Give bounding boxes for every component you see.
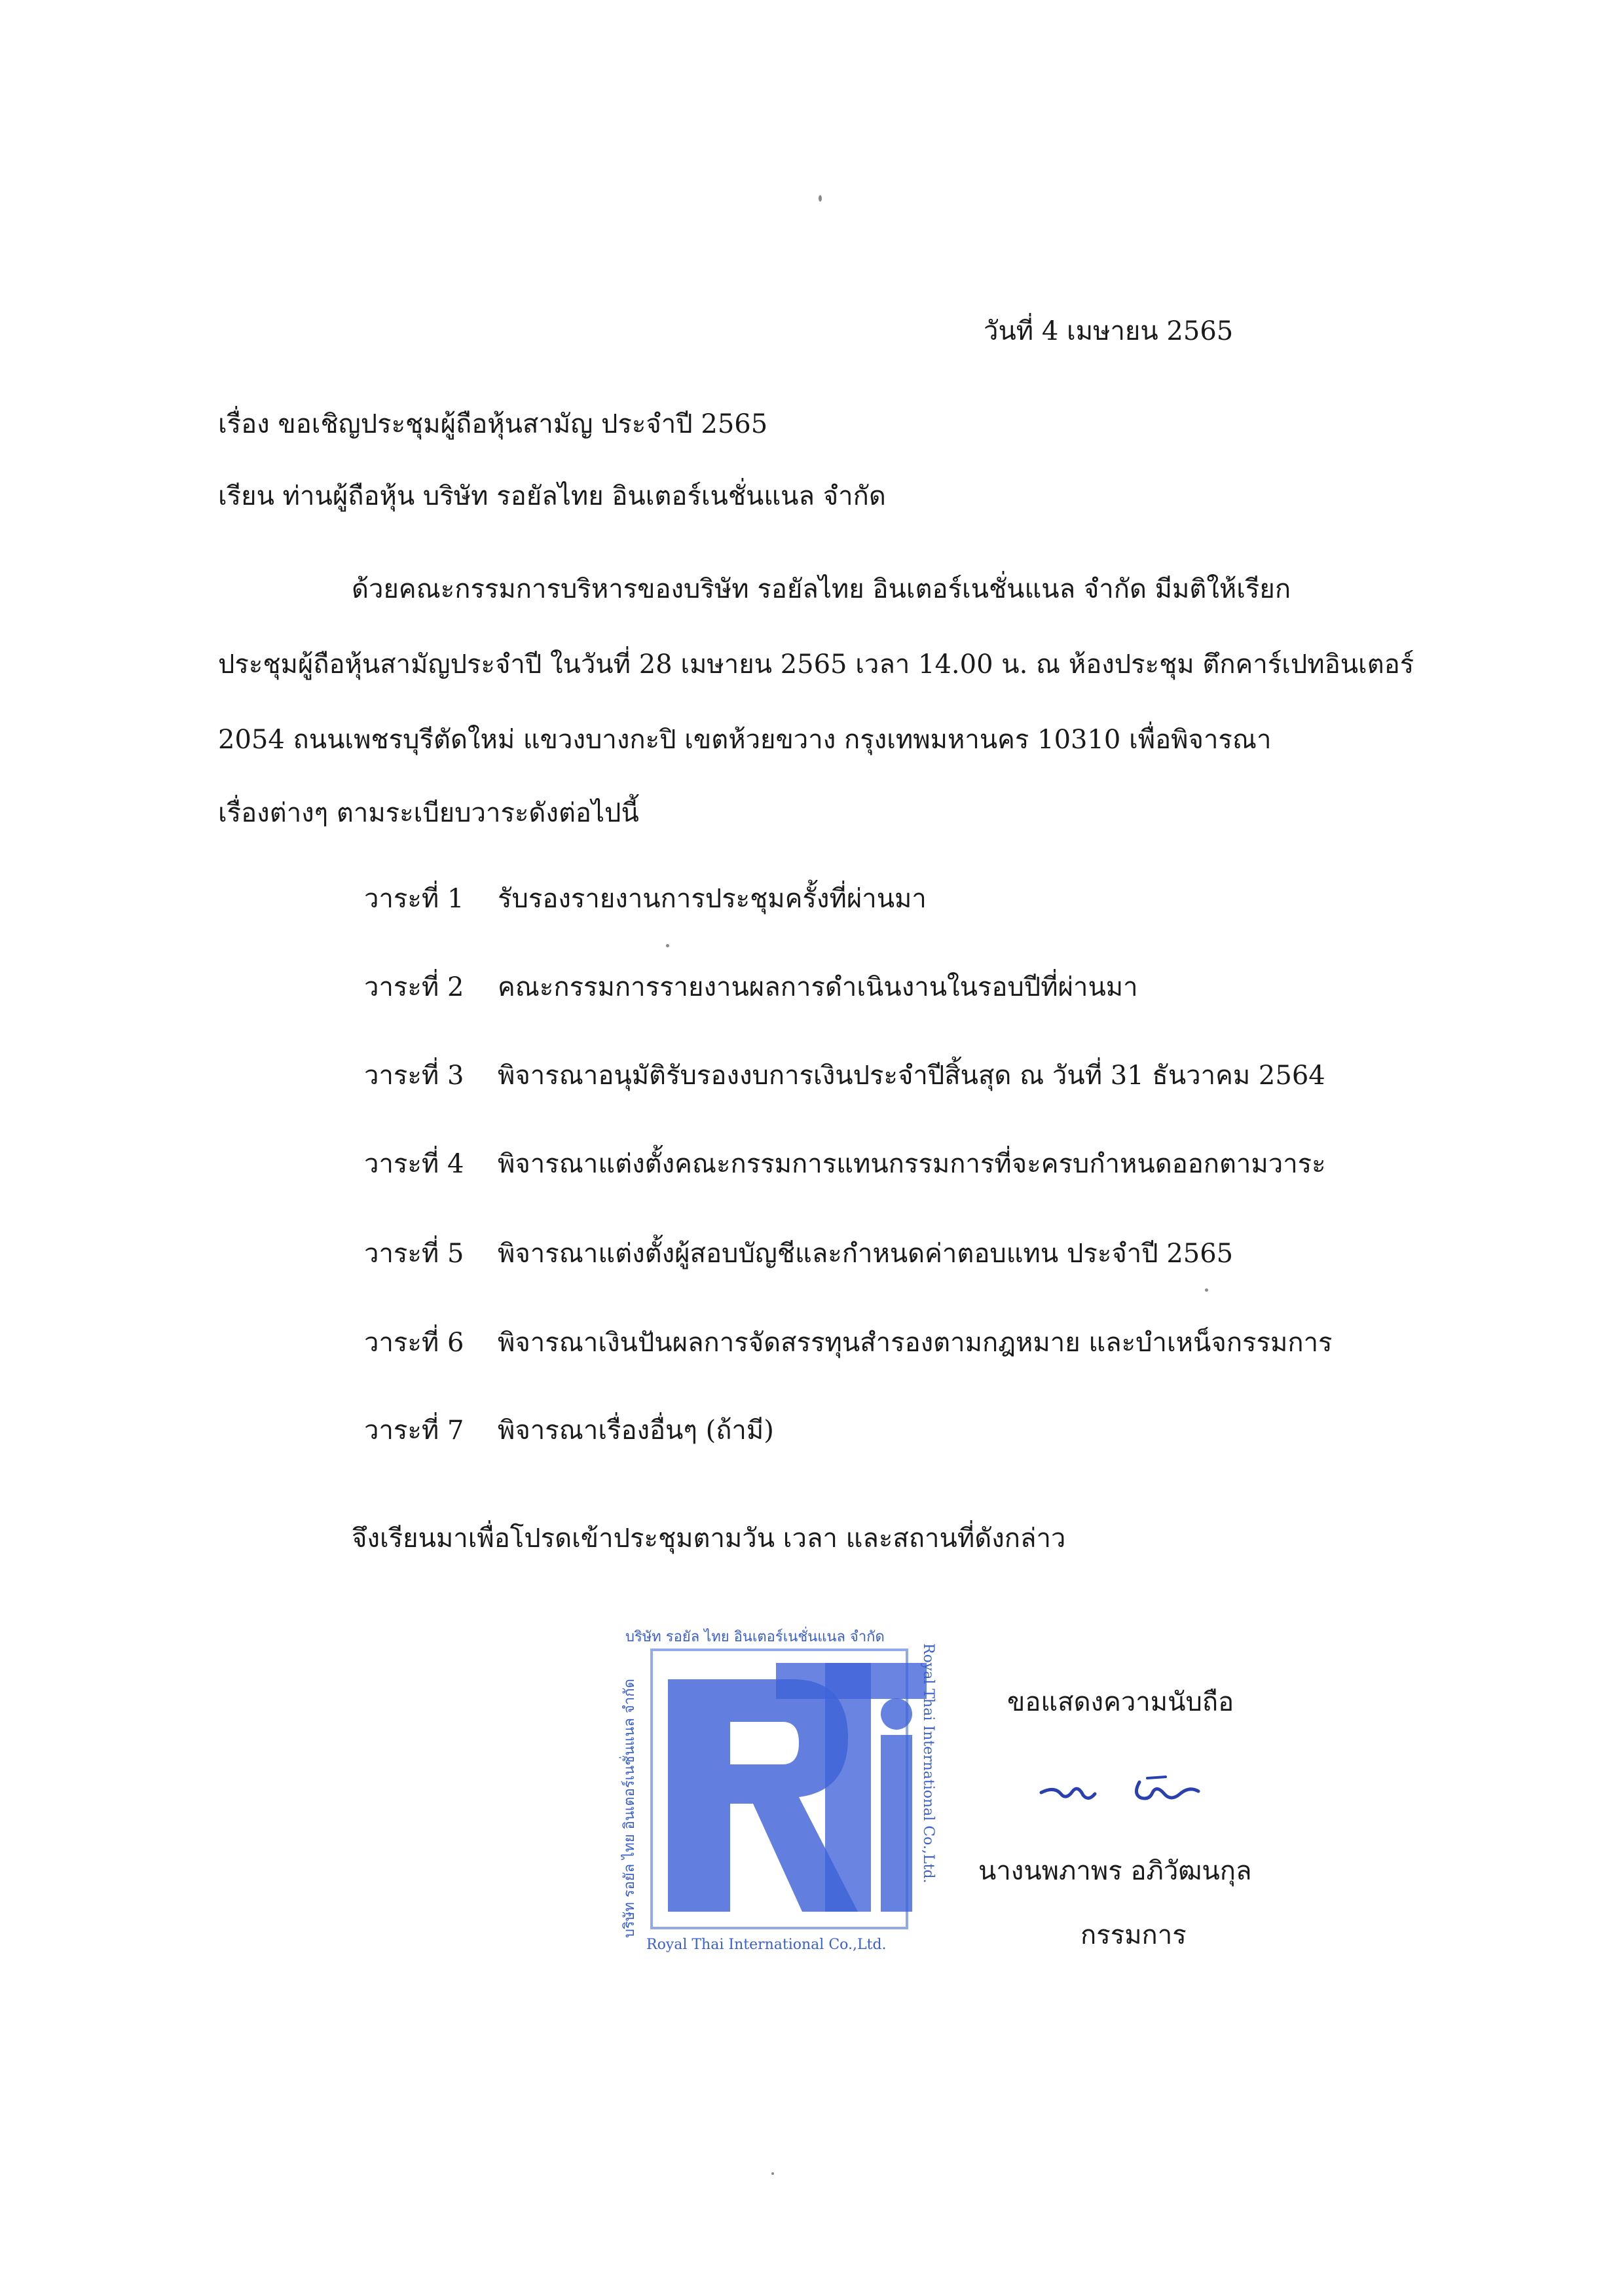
agenda-item-7: พิจารณาเรื่องอื่นๆ (ถ้ามี) [498,1415,774,1446]
agenda-label-6: วาระที่ 6 [364,1328,464,1358]
agenda-label-2: วาระที่ 2 [364,972,464,1002]
agenda-item-1: รับรองรายงานการประชุมครั้งที่ผ่านมา [498,884,927,914]
stamp-right-text: Royal Thai International Co.,Ltd. [920,1643,936,1884]
agenda-label-4: วาระที่ 4 [364,1149,464,1179]
agenda-item-2: คณะกรรมการรายงานผลการดำเนินงานในรอบปีที่ผ่านมา [498,972,1138,1002]
body-line-3: 2054 ถนนเพชรบุรีตัดใหม่ แขวงบางกะปิ เขตห้วยขวาง กรุงเทพมหานคร 10310 เพื่อพิจารณา [218,725,1272,755]
signer-name: นางนพภาพร อภิวัฒนกุล [978,1856,1252,1886]
company-stamp [606,1624,940,1958]
body-line-2: ประชุมผู้ถือหุ้นสามัญประจำปี ในวันที่ 28 เมษายน 2565 เวลา 14.00 น. ณ ห้องประชุม ตึกคาร์เปทอินเตอร์ [218,649,1414,680]
scan-speck [1205,1288,1208,1292]
stamp-bottom-text: Royal Thai International Co.,Ltd. [646,1937,887,1953]
letter-date: วันที่ 4 เมษายน 2565 [984,316,1234,346]
rti-logo-icon [606,1624,940,1958]
closing-line: จึงเรียนมาเพื่อโปรดเข้าประชุมตามวัน เวลา และสถานที่ดังกล่าว [352,1523,1066,1554]
stamp-top-text: บริษัท รอยัล ไทย อินเตอร์เนชั่นแนล จำกัด [625,1629,885,1645]
agenda-label-7: วาระที่ 7 [364,1415,464,1446]
letter-recipient: เรียน ท่านผู้ถือหุ้น บริษัท รอยัลไทย อินเตอร์เนชั่นแนล จำกัด [218,481,886,511]
letter-subject: เรื่อง ขอเชิญประชุมผู้ถือหุ้นสามัญ ประจำปี 2565 [218,409,768,439]
regards-line: ขอแสดงความนับถือ [1007,1687,1234,1717]
stamp-left-text: บริษัท รอยัล ไทย อินเตอร์เนชั่นแนล จำกัด [621,1679,638,1938]
agenda-label-3: วาระที่ 3 [364,1061,464,1091]
agenda-label-1: วาระที่ 1 [364,884,464,914]
scan-speck [771,2172,774,2175]
body-line-1: ด้วยคณะกรรมการบริหารของบริษัท รอยัลไทย อินเตอร์เนชั่นแนล จำกัด มีมติให้เรียก [352,574,1291,604]
signer-position: กรรมการ [1080,1920,1187,1950]
agenda-item-6: พิจารณาเงินปันผลการจัดสรรทุนสำรองตามกฎหมาย และบำเหน็จกรรมการ [498,1328,1333,1358]
agenda-label-5: วาระที่ 5 [364,1239,464,1269]
body-line-4: เรื่องต่างๆ ตามระเบียบวาระดังต่อไปนี้ [218,798,639,828]
scan-speck [666,944,669,947]
scan-speck [819,195,822,202]
agenda-item-3: พิจารณาอนุมัติรับรองงบการเงินประจำปีสิ้นสุด ณ วันที่ 31 ธันวาคม 2564 [498,1061,1325,1091]
agenda-item-5: พิจารณาแต่งตั้งผู้สอบบัญชีและกำหนดค่าตอบแทน ประจำปี 2565 [498,1239,1234,1269]
signature-icon [1035,1768,1218,1813]
agenda-item-4: พิจารณาแต่งตั้งคณะกรรมการแทนกรรมการที่จะครบกำหนดออกตามวาระ [498,1149,1326,1179]
